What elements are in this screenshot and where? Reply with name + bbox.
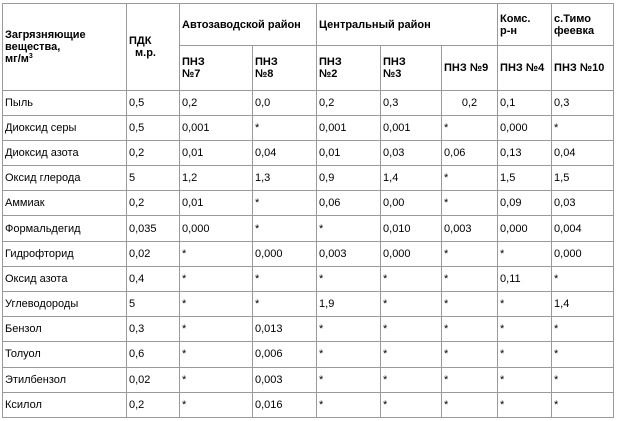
header-pdk	[127, 4, 180, 91]
station-line2: №8	[255, 67, 274, 80]
station-value: *	[180, 241, 253, 266]
station-value: 0,04	[552, 140, 614, 165]
station-value: 0,003	[442, 216, 498, 241]
station-value: 0,000	[253, 241, 317, 266]
pdk-value: 0,035	[127, 216, 180, 241]
pollutant-name: Ксилол	[3, 392, 127, 417]
pollution-table	[2, 3, 614, 418]
pollutant-name: Толуол	[3, 342, 127, 367]
station-value: 1,5	[552, 166, 614, 191]
station-value: *	[442, 342, 498, 367]
pdk-value: 0,2	[127, 140, 180, 165]
station-value: 0,09	[498, 191, 552, 216]
station-value: 0,1	[498, 90, 552, 115]
station-value: *	[442, 241, 498, 266]
station-value: *	[442, 392, 498, 417]
station-value: 0,003	[317, 241, 381, 266]
station-value: *	[253, 115, 317, 140]
station-value: *	[317, 392, 381, 417]
station-value: 0,010	[381, 216, 442, 241]
station-value: *	[442, 266, 498, 291]
station-value: *	[253, 291, 317, 316]
station-value: *	[180, 342, 253, 367]
pollutant-name: Оксид азота	[3, 266, 127, 291]
pollutant-name: Бензол	[3, 317, 127, 342]
header-pollutants-line2: вещества,	[5, 40, 61, 53]
station-value: 0,03	[381, 140, 442, 165]
station-value: 0,016	[253, 392, 317, 417]
station-value: 0,000	[180, 216, 253, 241]
station-value: *	[552, 392, 614, 417]
station-value: *	[552, 342, 614, 367]
table-row	[3, 392, 614, 417]
station-value: *	[442, 367, 498, 392]
station-value: *	[317, 317, 381, 342]
pollutant-name: Формальдегид	[3, 216, 127, 241]
pdk-value: 5	[127, 166, 180, 191]
station-value: *	[180, 392, 253, 417]
station-value: *	[381, 291, 442, 316]
station-value: 0,2	[180, 90, 253, 115]
district-koms-line2: р-н	[500, 24, 518, 37]
pollutant-name: Гидрофторид	[3, 241, 127, 266]
station-value: *	[381, 367, 442, 392]
header-station	[498, 46, 552, 90]
station-value: 0,11	[498, 266, 552, 291]
header-pollutants-line3: мг/м	[5, 52, 29, 65]
station-value: 0,004	[552, 216, 614, 241]
table-row	[3, 367, 614, 392]
station-value: 0,001	[381, 115, 442, 140]
station-value: 0,9	[317, 166, 381, 191]
header-station	[381, 46, 442, 90]
pollutant-name: Диоксид серы	[3, 115, 127, 140]
station-value: *	[552, 317, 614, 342]
station-value: 0,13	[498, 140, 552, 165]
station-value: 0,06	[442, 140, 498, 165]
station-value: *	[317, 266, 381, 291]
station-value: *	[552, 115, 614, 140]
pdk-value: 0,5	[127, 115, 180, 140]
header-pollutants-line1: Загрязняющие	[5, 28, 86, 41]
station-value: *	[498, 291, 552, 316]
station-line1: ПНЗ	[182, 55, 205, 68]
station-value: *	[442, 317, 498, 342]
station-line2: №2	[319, 67, 338, 80]
pollutant-name: Оксид глерода	[3, 166, 127, 191]
station-value: 0,2	[442, 90, 498, 115]
header-station	[317, 46, 381, 90]
station-value: *	[180, 317, 253, 342]
station-value: 0,3	[552, 90, 614, 115]
station-value: 0,000	[381, 241, 442, 266]
pdk-value: 0,3	[127, 317, 180, 342]
station-value: 0,0	[253, 90, 317, 115]
station-value: 0,000	[552, 241, 614, 266]
station-line1: ПНЗ	[383, 55, 406, 68]
table-row	[3, 115, 614, 140]
header-district-central	[317, 4, 498, 46]
station-value: 0,3	[381, 90, 442, 115]
station-line1: ПНЗ	[255, 55, 278, 68]
table-row	[3, 191, 614, 216]
station-value: *	[552, 266, 614, 291]
table-row	[3, 266, 614, 291]
pdk-value: 0,6	[127, 342, 180, 367]
station-value: 0,01	[180, 140, 253, 165]
station-value: 0,000	[498, 216, 552, 241]
station-value: *	[381, 317, 442, 342]
station-value: 0,000	[498, 115, 552, 140]
station-value: 0,006	[253, 342, 317, 367]
pdk-value: 0,4	[127, 266, 180, 291]
station-value: *	[498, 392, 552, 417]
header-pollutants-unit	[5, 53, 124, 65]
station-value: 0,04	[253, 140, 317, 165]
pdk-value: 0,2	[127, 392, 180, 417]
station-value: *	[381, 266, 442, 291]
header-station	[442, 46, 498, 90]
pollutant-name: Этилбензол	[3, 367, 127, 392]
station-value: 0,013	[253, 317, 317, 342]
table-row	[3, 291, 614, 316]
station-value: *	[442, 166, 498, 191]
header-pdk-line2: м.р.	[135, 46, 156, 59]
station-value: *	[442, 115, 498, 140]
header-station	[253, 46, 317, 90]
station-value: *	[317, 216, 381, 241]
station-value: 0,06	[317, 191, 381, 216]
station-value: 1,3	[253, 166, 317, 191]
station-value: *	[498, 317, 552, 342]
table-row	[3, 166, 614, 191]
station-value: 1,2	[180, 166, 253, 191]
station-line1: ПНЗ №9	[444, 61, 489, 74]
station-value: *	[498, 342, 552, 367]
station-value: *	[317, 367, 381, 392]
station-value: *	[180, 367, 253, 392]
header-station	[180, 46, 253, 90]
pdk-value: 0,02	[127, 367, 180, 392]
station-value: 1,4	[381, 166, 442, 191]
station-value: 0,001	[317, 115, 381, 140]
header-district-timo	[552, 4, 614, 46]
header-pdk-line1: ПДК	[129, 34, 152, 47]
station-line1: ПНЗ	[319, 55, 342, 68]
station-value: *	[442, 191, 498, 216]
station-value: 0,01	[317, 140, 381, 165]
header-row-districts	[3, 4, 614, 46]
station-line1: ПНЗ №10	[554, 61, 605, 74]
header-district-avtozavod	[180, 4, 317, 46]
district-central-label: Центральный район	[319, 18, 431, 31]
station-value: *	[381, 342, 442, 367]
table-row	[3, 342, 614, 367]
pdk-value: 0,02	[127, 241, 180, 266]
station-value: 1,4	[552, 291, 614, 316]
district-koms-line1: Комс.	[500, 12, 531, 25]
header-pollutants	[3, 4, 127, 91]
station-value: 1,5	[498, 166, 552, 191]
pdk-value: 0,5	[127, 90, 180, 115]
pdk-value: 0,2	[127, 191, 180, 216]
station-value: 1,9	[317, 291, 381, 316]
pollutant-name: Диоксид азота	[3, 140, 127, 165]
station-line1: ПНЗ №4	[500, 61, 545, 74]
station-value: *	[253, 216, 317, 241]
station-value: 0,01	[180, 191, 253, 216]
pollutant-name: Углеводороды	[3, 291, 127, 316]
station-value: 0,003	[253, 367, 317, 392]
pollutant-name: Пыль	[3, 90, 127, 115]
table-row	[3, 241, 614, 266]
district-avtozavod-label: Автозаводской район	[182, 18, 301, 31]
header-pollutants-sup: 3	[28, 52, 33, 60]
table-row	[3, 140, 614, 165]
table-row	[3, 90, 614, 115]
header-district-koms	[498, 4, 552, 46]
station-value: *	[317, 342, 381, 367]
station-value: *	[498, 241, 552, 266]
station-value: *	[180, 291, 253, 316]
pdk-value: 5	[127, 291, 180, 316]
station-value: *	[442, 291, 498, 316]
district-timo-line1: с.Тимо	[554, 12, 591, 25]
station-value: 0,001	[180, 115, 253, 140]
station-line2: №3	[383, 67, 402, 80]
table-row	[3, 317, 614, 342]
station-value: 0,03	[552, 191, 614, 216]
header-station	[552, 46, 614, 90]
station-value: 0,00	[381, 191, 442, 216]
station-value: *	[498, 367, 552, 392]
pollutant-name: Аммиак	[3, 191, 127, 216]
station-line2: №7	[182, 67, 201, 80]
station-value: *	[552, 367, 614, 392]
station-value: *	[253, 266, 317, 291]
district-timo-line2: феевка	[554, 24, 595, 37]
table-row	[3, 216, 614, 241]
station-value: *	[180, 266, 253, 291]
station-value: *	[381, 392, 442, 417]
station-value: 0,2	[317, 90, 381, 115]
station-value: *	[253, 191, 317, 216]
